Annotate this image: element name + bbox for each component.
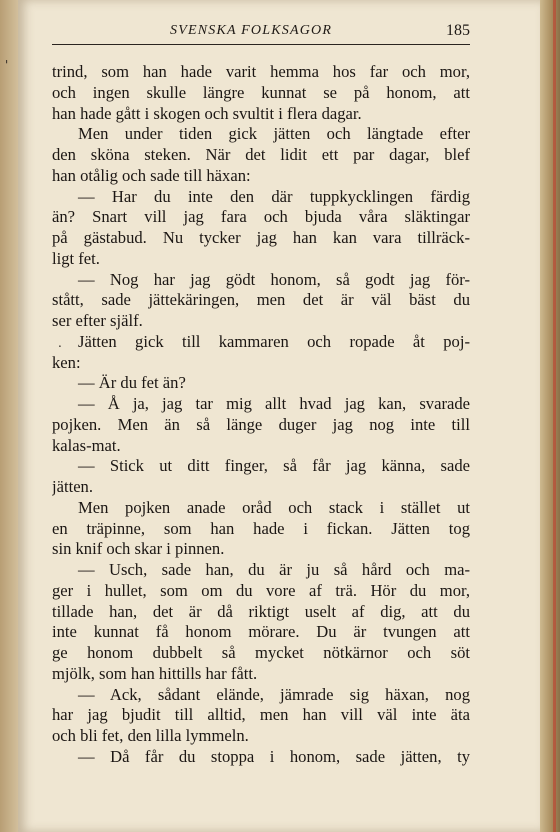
page-edge-strip <box>553 0 556 832</box>
text-line: har jag bjudit till alltid, men han vill väl inte äta <box>52 705 470 725</box>
text-line: ken: <box>52 352 81 372</box>
text-line: han otålig och sade till häxan: <box>52 165 251 185</box>
text-line: mjölk, som han hittills har fått. <box>52 663 258 683</box>
text-line: ge honom dubbelt så mycket nötkärnor och söt <box>52 643 470 662</box>
text-line: Jätten gick till kammaren och ropade åt poj- <box>78 331 470 351</box>
text-line: ser efter själf. <box>52 311 143 330</box>
page-gutter-left <box>0 0 18 832</box>
margin-dot: . <box>58 336 62 350</box>
text-line: — Är du fet än? <box>78 373 186 393</box>
text-line: än? Snart vill jag fara och bjuda våra släktingar <box>52 207 470 227</box>
text-line: pojken. Men än så länge duger jag nog inte till <box>52 414 470 434</box>
running-title: SVENSKA FOLKSAGOR <box>170 23 333 38</box>
text-line: Men pojken anade oråd och stack i stället ut <box>78 497 470 517</box>
text-line: en träpinne, som han hade i fickan. Jätten tog <box>52 518 470 538</box>
text-line: — Då får du stoppa i honom, sade jätten, ty <box>78 746 470 766</box>
text-line: han hade gått i skogen och svultit i flera dagar. <box>52 103 362 123</box>
text-line: sin knif och skar i pinnen. <box>52 539 225 559</box>
text-line: och bli fet, den lilla lymmeln. <box>52 726 249 745</box>
text-line: jätten. <box>52 477 94 496</box>
text-line: — Stick ut ditt finger, så får jag känna, sade <box>78 456 470 476</box>
page-edge-right <box>540 0 560 832</box>
text-line: trind, som han hade varit hemma hos far och mor, <box>52 62 470 81</box>
running-header <box>52 20 470 45</box>
text-line: — Ack, sådant elände, jämrade sig häxan, nog <box>78 684 470 704</box>
page-number: 185 <box>446 22 470 39</box>
text-line: den sköna steken. När det lidit ett par dagar, blef <box>52 145 470 164</box>
text-line: — Å ja, jag tar mig allt hvad jag kan, svarade <box>78 394 470 413</box>
text-line: tillade han, det är då riktigt uselt af dig, att du <box>52 601 470 621</box>
text-line: ligt fet. <box>52 248 100 268</box>
text-line: stått, sade jättekäringen, men det är väl bäst du <box>52 290 470 310</box>
body-text <box>52 62 470 768</box>
margin-tick: ' <box>5 58 9 72</box>
text-line: på gästabud. Nu tycker jag han kan vara tillräck- <box>52 228 470 247</box>
text-line: och ingen skulle längre kunnat se på honom, att <box>52 82 470 102</box>
text-line: kalas-mat. <box>52 435 121 455</box>
text-line: — Nog har jag gödt honom, så godt jag för- <box>78 269 470 289</box>
text-line: Men under tiden gick jätten och längtade efter <box>78 124 470 144</box>
text-line: ger i hullet, som om du vore af trä. Hör du mor, <box>52 580 470 600</box>
text-line: — Usch, sade han, du är ju så hård och ma- <box>78 560 470 579</box>
text-line: — Har du inte den där tuppkycklingen färdig <box>78 186 470 206</box>
text-line: inte kunnat få honom mörare. Du är tvungen att <box>52 622 470 642</box>
